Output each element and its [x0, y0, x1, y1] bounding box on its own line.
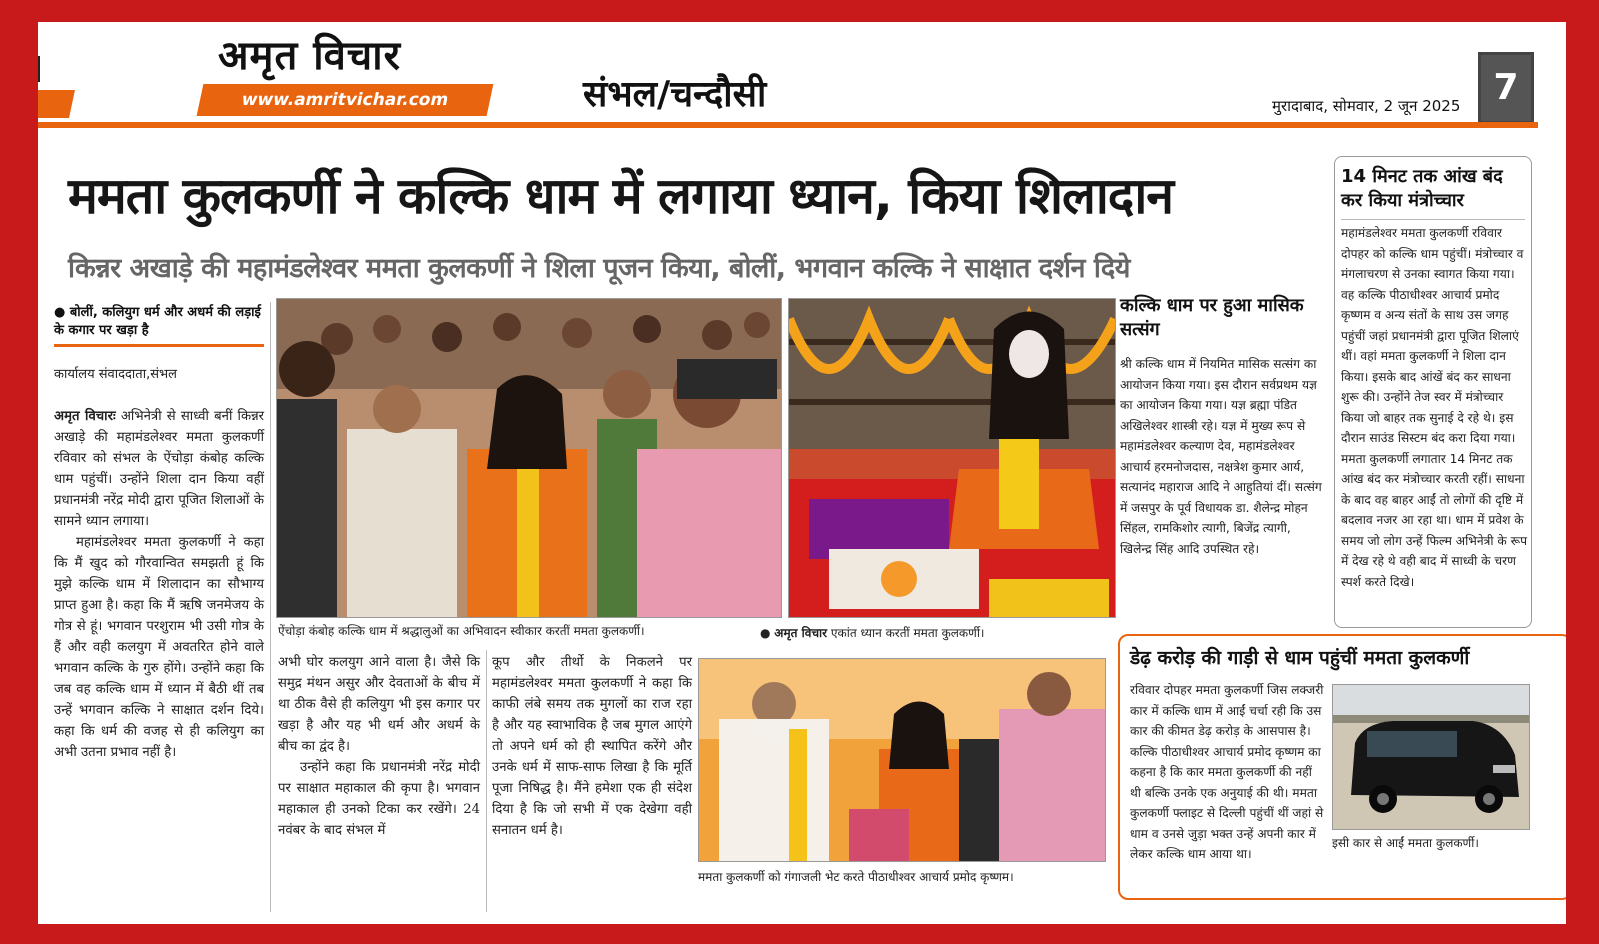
car-sidebar-body: रविवार दोपहर ममता कुलकर्णी जिस लक्जरी कार में कल्कि धाम में आईं चर्चा रही कि उस कार की कीमत डेढ़ करोड़ के आसपास है। कल्कि पीठाधीश्वर आचार्य प्रमोद कृष्णम का कहना है कि कार ममता कुलकर्णी की नहीं थी बल्कि उनके एक अनुयाई की थी। ममता कुलकर्णी फ्लाइट से दिल्ली पहुंचीं थीं जहां से धाम व उनसे जुड़ा भक्त उन्हें अपनी कार में लेकर कल्कि धाम आया था। [1130, 683, 1324, 861]
car-photo [1332, 684, 1530, 830]
car-sidebar-heading: डेढ़ करोड़ की गाड़ी से धाम पहुंचीं ममता कुलकर्णी [1130, 647, 1470, 669]
meditation-photo-caption: ● अमृत विचार एकांत ध्यान करतीं ममता कुलकर्णी। [760, 626, 985, 640]
article-col3-para1: कूप और तीर्थो के निकलने पर महामंडलेश्वर ममता कुलकर्णी ने कहा कि काफी लंबे समय तक मुगलों का राज रहा है और यह स्वाभाविक है जब मुगल आएंगे तो अपने धर्म को ही स्थापित करेंगे और उनके धर्म में साफ-साफ लिखा है कि मूर्ति पूजा निषिद्ध है। मैंने हमेशा एक ही संदेश दिया है कि जो सभी में एक देखेगा वही सनातन धर्म है। [492, 655, 692, 838]
paper-url: www.amritvichar.com [197, 84, 494, 116]
highlight-text: बोलीं, कलियुग धर्म और अधर्म की लड़ाई के कगार पर खड़ा है [54, 305, 261, 338]
section-name: संभल/चन्दौसी [583, 74, 767, 115]
satsang-body: श्री कल्कि धाम में नियमित मासिक सत्संग का आयोजन किया गया। इस दौरान सर्वप्रथम यज्ञ का आयोजन किया गया। यज्ञ ब्रह्मा पंडित अखिलेश्वर शास्त्री रहे। यज्ञ में मुख्य रूप से महामंडलेश्वर कल्याण देव, महामंडलेश्वर आचार्य हरमनोजदास, नक्षत्रेश कुमार आर्य, सत्यानंद महाराज आदि ने आहुतियां दीं। सत्संग में जसपुर के पूर्व विधायक डा. शैलेन्द्र मोहन सिंहल, रामकिशोर त्यागी, बिजेंद्र त्यागी, खिलेन्द्र सिंह आदि उपस्थित रहे। [1120, 357, 1322, 556]
paper-name: अमृत विचार [218, 33, 401, 79]
masthead-rule [38, 122, 1538, 128]
gangajal-photo-art [699, 659, 1105, 861]
newspaper-page [38, 22, 1566, 924]
article-col1-para2: महामंडलेश्वर ममता कुलकर्णी ने कहा कि मैं खुद को गौरवान्वित समझती हूं कि मुझे कल्कि धाम में शिलादान का सौभाग्य प्राप्त हुआ है। कहा कि मैं ऋषि जनमेजय के गोत्र से हूं। भगवान परशुराम भी उसी गोत्र के हैं और वही कलयुग में अवतरित होने वाले भगवान कल्कि के गुरु होंगे। उन्होंने कहा कि जब वह कल्कि धाम में ध्यान में बैठी थीं तब उन्हें भगवान कल्कि ने साक्षात दर्शन दिये। कहा कि धर्म की वजह से ही कलियुग का अभी उतना प्रभाव नहीं है। [54, 535, 264, 760]
sub-headline: किन्नर अखाड़े की महामंडलेश्वर ममता कुलकर्णी ने शिला पूजन किया, बोलीं, भगवान कल्कि ने साक्षात दर्शन दिये [68, 253, 1130, 284]
car-photo-caption: इसी कार से आईं ममता कुलकर्णी। [1332, 836, 1479, 850]
dateline: मुरादाबाद, सोमवार, 2 जून 2025 [1272, 97, 1461, 115]
article-col1-para1 [54, 406, 264, 532]
highlight-rule [54, 344, 264, 347]
meditation-photo [788, 298, 1116, 618]
main-headline: ममता कुलकर्णी ने कल्कि धाम में लगाया ध्यान, किया शिलादान [68, 167, 1174, 225]
masthead-edge-strip [38, 90, 75, 118]
article-column-2 [278, 652, 480, 841]
masthead-logo [38, 22, 508, 126]
article-col1-p1-text: अभिनेत्री से साध्वी बनीं किन्नर अखाड़े की महामंडलेश्वर ममता कुलकर्णी रविवार को संभल के ऐंचोड़ा कंबोह कल्कि धाम पहुंचीं। उन्होंने शिला दान किया वहीं प्रधानमंत्री नरेंद्र मोदी द्वारा पूजित शिलाओं के सामने ध्यान लगाया। [54, 409, 264, 529]
column-divider [486, 650, 487, 912]
satsang-heading: कल्कि धाम पर हुआ मासिक सत्संग [1120, 295, 1304, 340]
meditation-sidebar-body: महामंडलेश्वर ममता कुलकर्णी रविवार दोपहर को कल्कि धाम पहुंचीं। मंत्रोच्चार व मंगलाचरण से उनका स्वागत किया गया। वह कल्कि पीठाधीश्वर आचार्य प्रमोद कृष्णम व अन्य संतों के साथ उस जगह पहुंचीं जहां प्रधानमंत्री द्वारा पूजित शिलाएं थीं। वहां ममता कुलकर्णी ने शिला दान किया। इसके बाद आंखें बंद कर साधना शुरू की। उन्होंने तेज स्वर में मंत्रोच्चार किया जो बाहर तक सुनाई दे रहे थे। इस दौरान साउंड सिस्टम बंद करा दिया गया। ममता कुलकर्णी लगातार 14 मिनट तक आंख बंद कर मंत्रोच्चार करती रहीं। साधना के बाद वह बाहर आईं तो लोगों की दृष्टि में बदलाव नजर आ रहा था। धाम में प्रवेश के समय जो लोग उन्हें फिल्म अभिनेत्री के रूप में देख रहे थे वही बाद में साध्वी के चरण स्पर्श करते दिखे। [1341, 226, 1527, 589]
crowd-photo-art [277, 299, 781, 617]
crowd-photo [276, 298, 782, 618]
car-sidebar-box [1118, 634, 1566, 900]
article-lead: अमृत विचारः [54, 409, 116, 424]
page-number: 7 [1478, 52, 1534, 124]
meditation-photo-art [789, 299, 1115, 617]
gangajal-photo-caption: ममता कुलकर्णी को गंगाजली भेट करते पीठाधीश्वर आचार्य प्रमोद कृष्णम। [698, 870, 1014, 884]
gangajal-photo [698, 658, 1106, 862]
article-col2-para1: अभी घोर कलयुग आने वाला है। जैसे कि समुद्र मंथन असुर और देवताओं के बीच में था ठीक वैसे ही कलियुग भी इस कगार पर खड़ा है और यह भी धर्म और अधर्म के बीच का द्वंद है। [278, 655, 480, 754]
photo-credit: अमृत विचार [774, 626, 828, 640]
article-column-3 [492, 652, 692, 841]
crowd-photo-caption: ऐंचोड़ा कंबोह कल्कि धाम में श्रद्धालुओं का अभिवादन स्वीकार करतीं ममता कुलकर्णी। [278, 624, 645, 638]
byline: कार्यालय संवाददाता,संभल [54, 367, 177, 382]
meditation-sidebar-box [1334, 156, 1532, 628]
meditation-sidebar-heading: 14 मिनट तक आंख बंद कर किया मंत्रोच्चार [1341, 166, 1503, 211]
masthead-edge-mark [38, 56, 40, 82]
column-divider [270, 302, 271, 912]
meditation-caption-text: एकांत ध्यान करतीं ममता कुलकर्णी। [830, 626, 985, 640]
car-photo-art [1333, 685, 1529, 829]
article-column-1 [54, 406, 264, 763]
highlight-quote: ● बोलीं, कलियुग धर्म और अधर्म की लड़ाई के कगार पर खड़ा है [54, 305, 261, 338]
sidebar-rule [1341, 219, 1525, 220]
article-col2-para2: उन्होंने कहा कि प्रधानमंत्री नरेंद्र मोदी पर साक्षात महाकाल की कृपा है। भगवान महाकाल ही उनको टिका कर रखेंगे। 24 नवंबर के बाद संभल में [278, 760, 480, 838]
